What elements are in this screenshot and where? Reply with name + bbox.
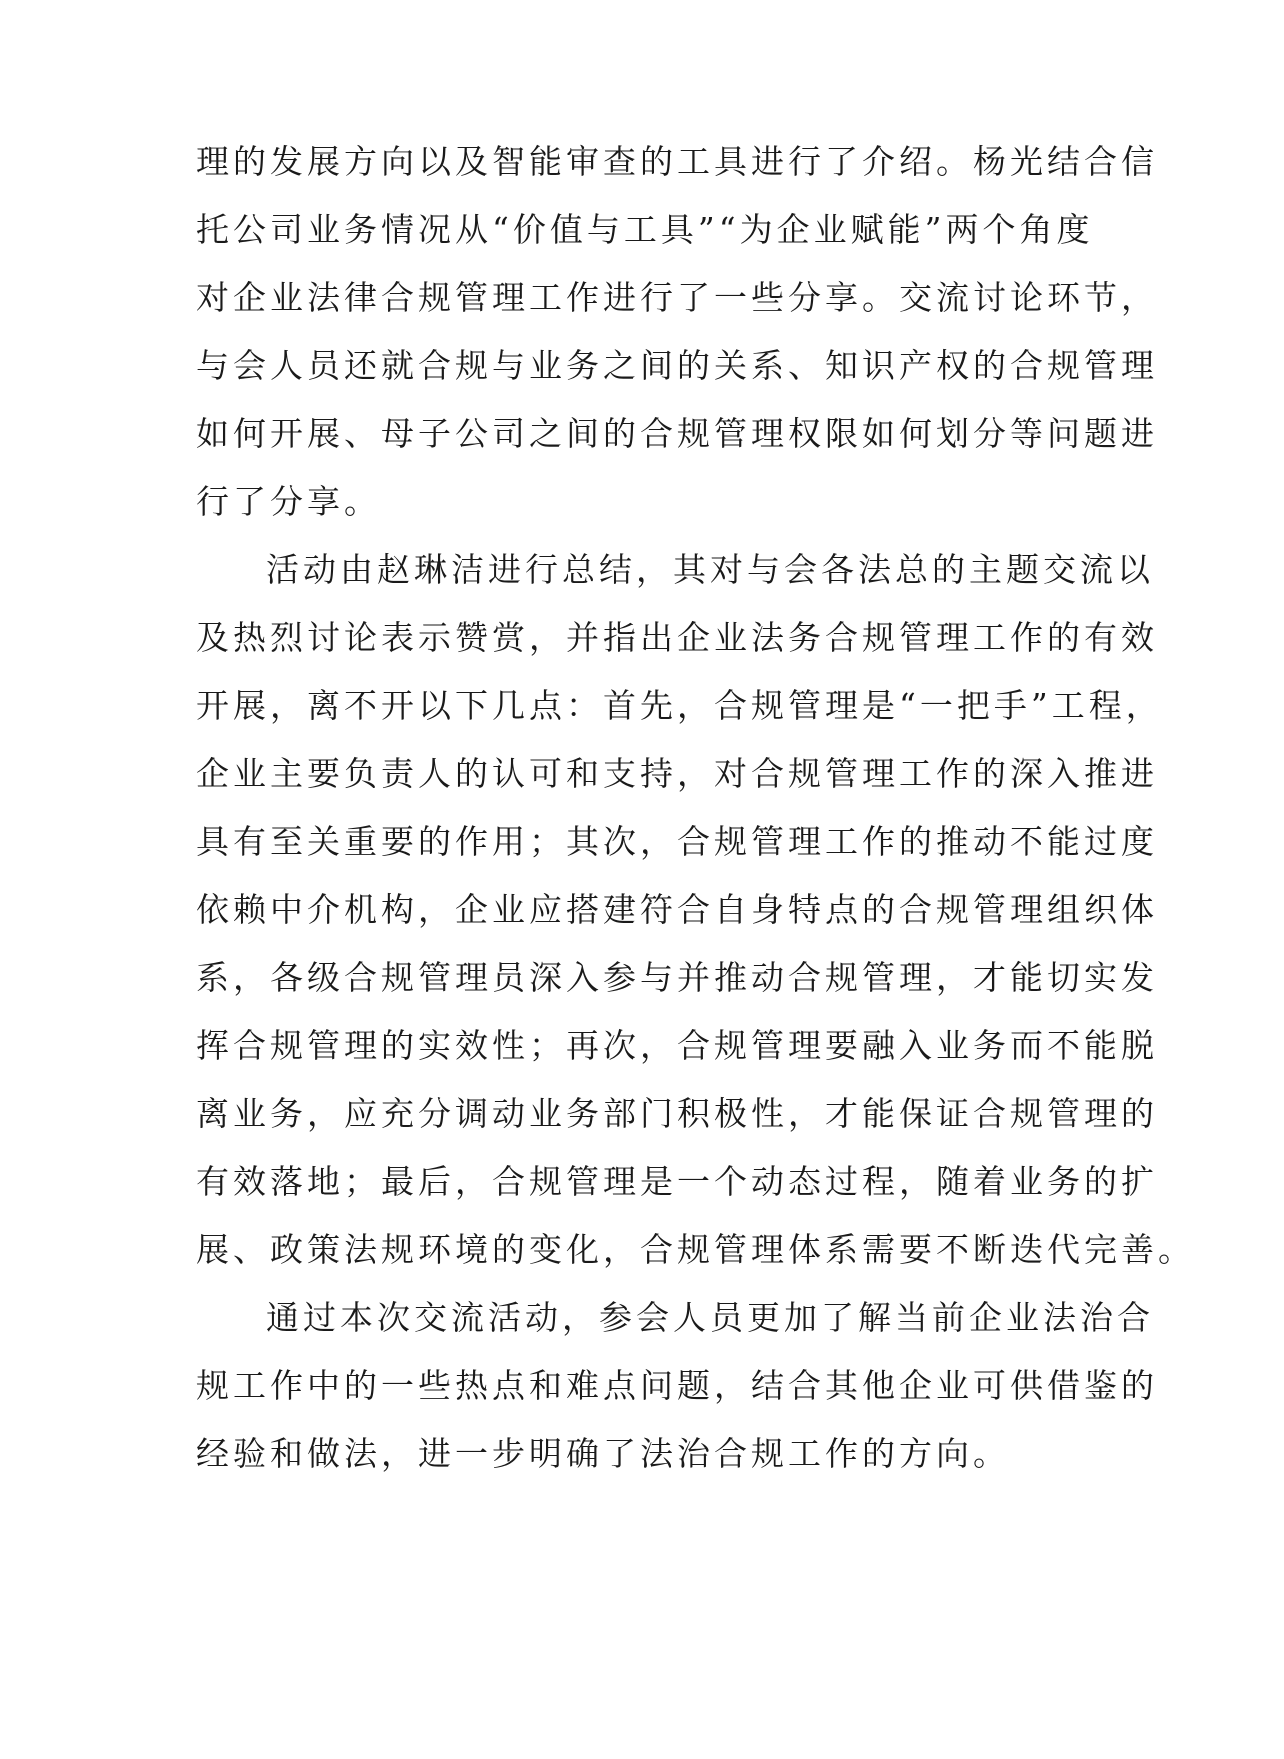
text-line: 通过本次交流活动，参会人员更加了解当前企业法治合 [266,1298,1154,1337]
text-line: 具有至关重要的作用；其次，合规管理工作的推动不能过度 [196,822,1158,861]
text-line: 活动由赵琳洁进行总结，其对与会各法总的主题交流以 [266,550,1154,589]
text-line: 挥合规管理的实效性；再次，合规管理要融入业务而不能脱 [196,1026,1158,1065]
text-line: 及热烈讨论表示赞赏，并指出企业法务合规管理工作的有效 [196,618,1158,657]
text-line: 行了分享。 [196,482,381,521]
text-line: 企业主要负责人的认可和支持，对合规管理工作的深入推进 [196,754,1158,793]
text-line: 托公司业务情况从“价值与工具”“为企业赋能”两个角度 [196,210,1094,249]
paragraph-2 [196,536,1195,1284]
text-line: 离业务，应充分调动业务部门积极性，才能保证合规管理的 [196,1094,1158,1133]
text-line: 规工作中的一些热点和难点问题，结合其他企业可供借鉴的 [196,1366,1158,1405]
text-line: 理的发展方向以及智能审查的工具进行了介绍。杨光结合信 [196,142,1158,181]
text-line: 开展，离不开以下几点：首先，合规管理是“一把手”工程， [196,686,1163,725]
text-line: 对企业法律合规管理工作进行了一些分享。交流讨论环节， [196,278,1158,317]
text-line: 与会人员还就合规与业务之间的关系、知识产权的合规管理 [196,346,1158,385]
text-line: 展、政策法规环境的变化，合规管理体系需要不断迭代完善。 [196,1230,1195,1269]
paragraph-1 [196,128,1158,536]
text-line: 有效落地；最后，合规管理是一个动态过程，随着业务的扩 [196,1162,1158,1201]
document-body [196,128,1195,1488]
text-line: 如何开展、母子公司之间的合规管理权限如何划分等问题进 [196,414,1158,453]
text-line: 经验和做法，进一步明确了法治合规工作的方向。 [196,1434,1010,1473]
paragraph-3 [196,1284,1158,1488]
text-line: 系，各级合规管理员深入参与并推动合规管理，才能切实发 [196,958,1158,997]
text-line: 依赖中介机构，企业应搭建符合自身特点的合规管理组织体 [196,890,1158,929]
